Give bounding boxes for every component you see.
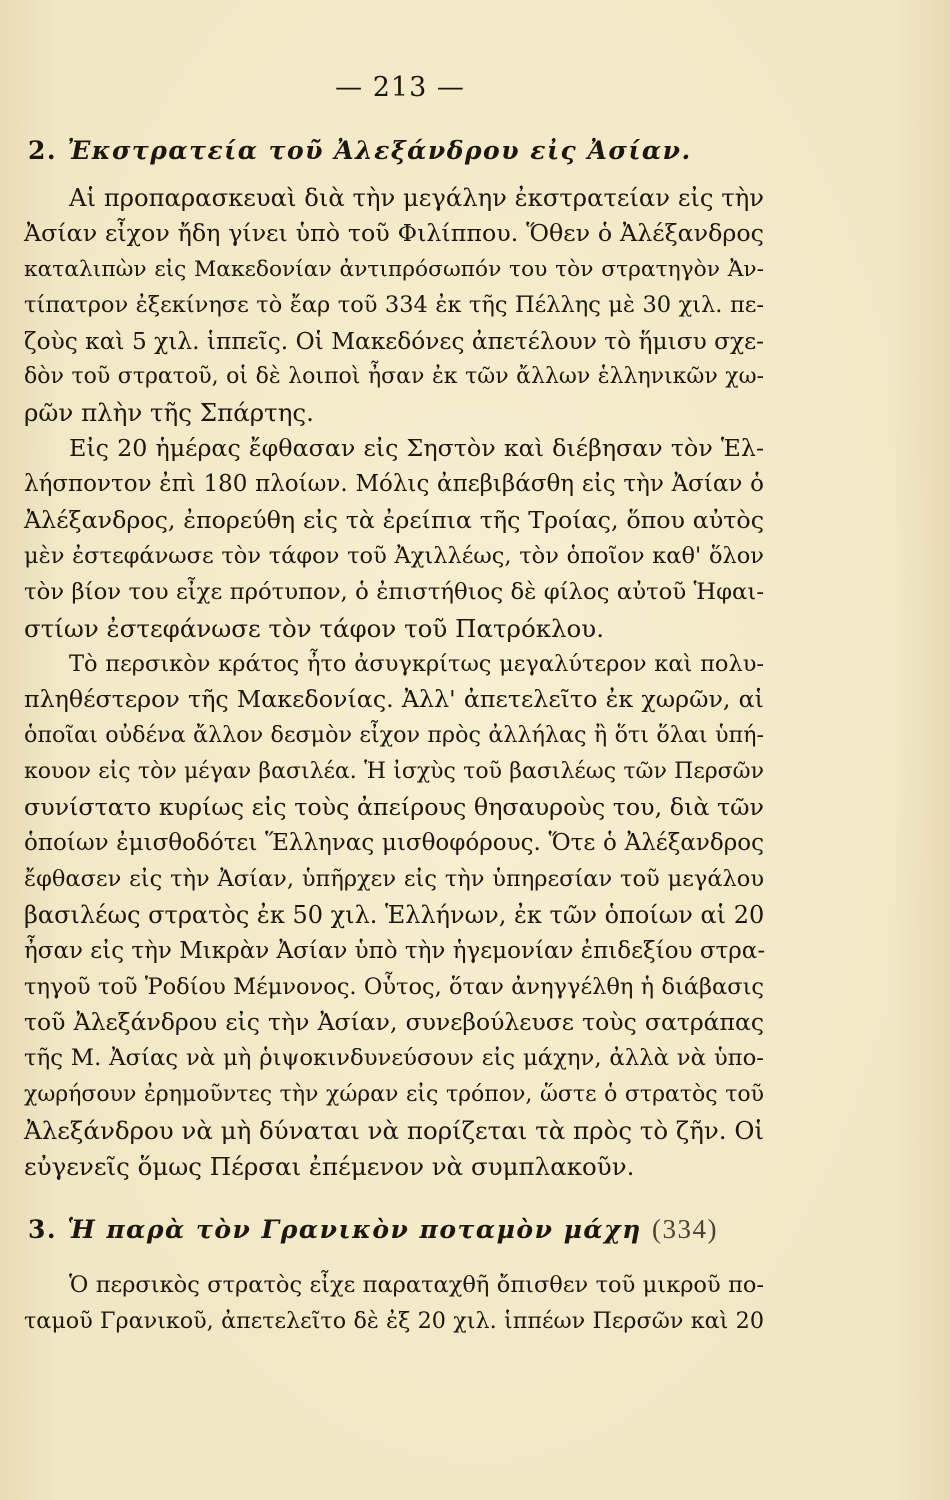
text-line: ἦσαν εἰς τὴν Μικρὰν Ἀσίαν ὑπὸ τὴν ἡγεμονίαν ἐπιδεξίου στρα- — [24, 937, 766, 964]
text-line: ταμοῦ Γρανικοῦ, ἀπετελεῖτο δὲ ἐξ 20 χιλ. ἱππέων Περσῶν καὶ 20 — [24, 1307, 764, 1334]
page-number: — 213 — — [335, 72, 465, 103]
text-line: βασιλέως στρατὸς ἐκ 50 χιλ. Ἑλλήνων, ἐκ τῶν ὁποίων αἱ 20 — [24, 900, 765, 929]
text-line: τίπατρον ἐξεκίνησε τὸ ἔαρ τοῦ 334 ἐκ τῆς Πέλλης μὲ 30 χιλ. πε- — [24, 291, 764, 318]
text-line: τοῦ Ἀλεξάνδρου εἰς τὴν Ἀσίαν, συνεβούλευσε τοὺς σατράπας — [24, 1008, 764, 1037]
text-line: Τὸ περσικὸν κράτος ἦτο ἀσυγκρίτως μεγαλύτερον καὶ πολυ- — [69, 650, 764, 677]
text-line: Ἀλέξανδρος, ἐπορεύθη εἰς τὰ ἐρείπια τῆς Τροίας, ὅπου αὐτὸς — [24, 506, 764, 535]
section-2-title: Ἐκστρατεία τοῦ Ἀλεξάνδρου εἰς Ἀσίαν. — [67, 136, 692, 165]
text-line: ἔφθασεν εἰς τὴν Ἀσίαν, ὑπῆρχεν εἰς τὴν ὑπηρεσίαν τοῦ μεγάλου — [24, 865, 764, 892]
text-line: τὸν βίον του εἶχε πρότυπον, ὁ ἐπιστήθιος δὲ φίλος αὐτοῦ Ἡφαι- — [24, 578, 764, 605]
text-line: Εἰς 20 ἡμέρας ἔφθασαν εἰς Σηστὸν καὶ διέβησαν τὸν Ἑλ- — [69, 434, 764, 463]
text-line: λήσποντον ἐπὶ 180 πλοίων. Μόλις ἀπεβιβάσθη εἰς τὴν Ἀσίαν ὁ — [24, 471, 764, 498]
text-line: δὸν τοῦ στρατοῦ, οἱ δὲ λοιποὶ ἦσαν ἐκ τῶν ἄλλων ἑλληνικῶν χω- — [24, 364, 764, 390]
text-line: ρῶν πλὴν τῆς Σπάρτης. — [24, 398, 314, 428]
section-3-year: (334) — [652, 1214, 718, 1244]
text-line: συνίστατο κυρίως εἰς τοὺς ἀπείρους θησαυροὺς του, διὰ τῶν — [24, 793, 764, 822]
text-line: Ἀσίαν εἶχον ἤδη γίνει ὑπὸ τοῦ Φιλίππου. Ὅθεν ὁ Ἀλέξανδρος — [24, 218, 764, 247]
text-line: Αἱ προπαρασκευαὶ διὰ τὴν μεγάλην ἐκστρατείαν εἰς τὴν — [69, 183, 764, 212]
section-2-body — [24, 180, 764, 1185]
text-line: εὐγενεῖς ὅμως Πέρσαι ἐπέμενον νὰ συμπλακοῦν. — [24, 1152, 635, 1182]
text-line: τηγοῦ τοῦ Ῥοδίου Μέμνονος. Οὗτος, ὅταν ἀνηγγέλθη ἡ διάβασις — [24, 973, 764, 1000]
section-2-number: 2. — [28, 136, 58, 165]
text-line: Ὁ περσικὸς στρατὸς εἶχε παραταχθῆ ὄπισθεν τοῦ μικροῦ πο- — [69, 1272, 764, 1298]
section-3-title: Ἡ παρὰ τὸν Γρανικὸν ποταμὸν μάχη — [67, 1215, 642, 1244]
section-3-heading — [28, 1214, 768, 1245]
section-3-number: 3. — [28, 1215, 58, 1244]
text-line: πληθέστερον τῆς Μακεδονίας. Ἀλλ' ἀπετελεῖτο ἐκ χωρῶν, αἱ — [24, 685, 764, 714]
text-line: κουον εἰς τὸν μέγαν βασιλέα. Ἡ ἰσχὺς τοῦ βασιλέως τῶν Περσῶν — [24, 759, 764, 785]
section-2-heading — [28, 136, 768, 165]
text-line: καταλιπὼν εἰς Μακεδονίαν ἀντιπρόσωπόν του τὸν στρατηγὸν Ἀν- — [24, 256, 764, 282]
section-3-body — [24, 1268, 764, 1340]
text-line: χωρήσουν ἐρημοῦντες τὴν χώραν εἰς τρόπον, ὥστε ὁ στρατὸς τοῦ — [24, 1082, 764, 1108]
text-line: ζοὺς καὶ 5 χιλ. ἱππεῖς. Οἱ Μακεδόνες ἀπετέλουν τὸ ἥμισυ σχε- — [24, 327, 764, 355]
text-line: ὁποῖαι οὐδένα ἄλλον δεσμὸν εἶχον πρὸς ἀλλήλας ἢ ὅτι ὅλαι ὑπή- — [24, 722, 764, 749]
text-line: μὲν ἐστεφάνωσε τὸν τάφον τοῦ Ἀχιλλέως, τὸν ὁποῖον καθ' ὅλον — [24, 542, 764, 569]
text-line: Ἀλεξάνδρου νὰ μὴ δύναται νὰ πορίζεται τὰ πρὸς τὸ ζῆν. Οἱ — [24, 1116, 765, 1146]
text-line: ὁποίων ἐμισθοδότει Ἕλληνας μισθοφόρους. Ὅτε ὁ Ἀλέξανδρος — [24, 830, 764, 857]
text-line: στίων ἐστεφάνωσε τὸν τάφον τοῦ Πατρόκλου. — [24, 613, 604, 643]
text-line: τῆς Μ. Ἀσίας νὰ μὴ ῥιψοκινδυνεύσουν εἰς μάχην, ἀλλὰ νὰ ὑπο- — [24, 1045, 764, 1072]
